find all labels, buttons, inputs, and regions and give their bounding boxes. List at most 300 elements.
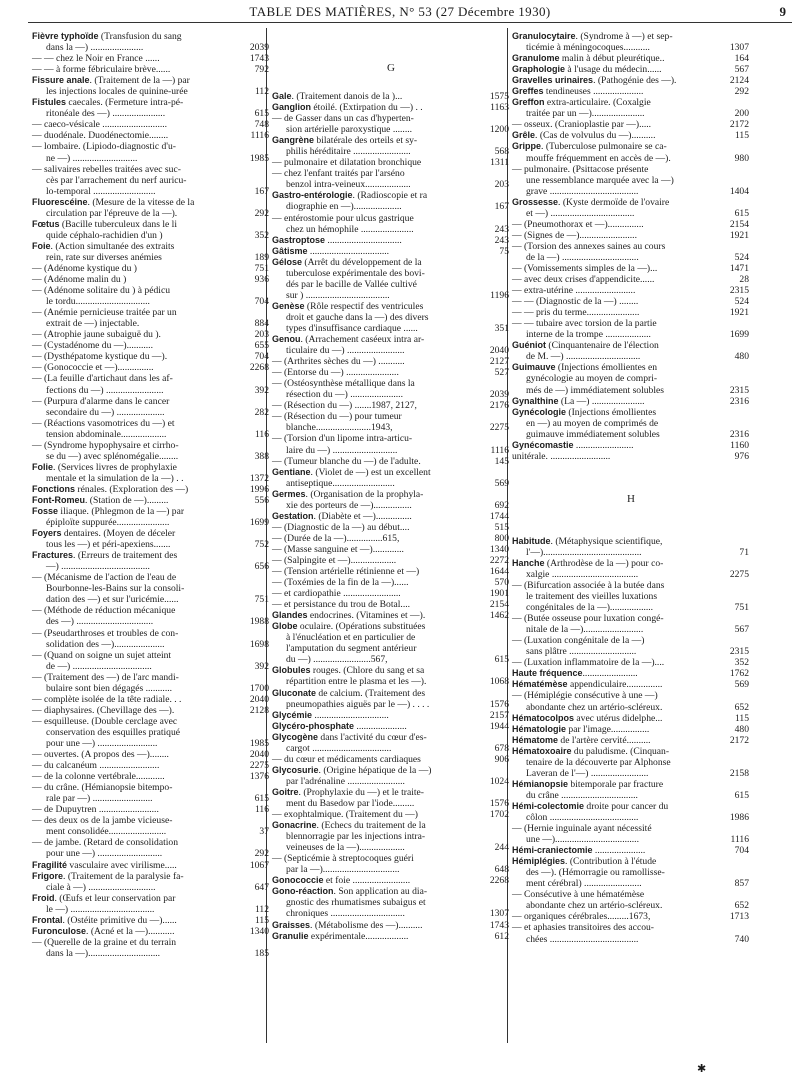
entry-headword: Genou xyxy=(272,334,301,345)
index-entry xyxy=(512,53,750,64)
entry-line xyxy=(272,621,510,632)
index-entry xyxy=(512,340,750,362)
section-letter-heading: H xyxy=(627,492,635,505)
entry-text: chées ..................................... xyxy=(526,933,639,945)
entry-text: — (Torsion d'un lipome intra-articu- xyxy=(272,433,413,445)
entry-line xyxy=(512,569,750,580)
index-entry xyxy=(512,130,750,141)
entry-line xyxy=(32,583,270,594)
entry-text: antiseptique.......................... xyxy=(286,477,395,489)
entry-text: — — à forme fébriculaire brève...... xyxy=(32,64,171,76)
index-entry xyxy=(512,856,750,889)
entry-text: . (Echecs du traitement de la xyxy=(316,820,426,832)
index-entry xyxy=(32,506,270,528)
entry-line xyxy=(512,130,750,141)
entry-text: . (Action simultanée des extraits xyxy=(50,240,175,252)
index-entry xyxy=(512,558,750,580)
entry-line xyxy=(512,208,750,219)
section-spacer xyxy=(272,79,510,91)
entry-headword: Hémi-craniectomie xyxy=(512,845,593,856)
entry-text: — pulmonaire. (Psittacose présente xyxy=(512,163,649,175)
entry-page-ref: 569 xyxy=(494,477,509,489)
entry-headword: Furonculose xyxy=(32,925,87,936)
entry-page-ref: 2172 xyxy=(729,734,749,746)
entry-line xyxy=(272,268,510,279)
entry-line xyxy=(272,732,510,743)
entry-headword: Granulocytaire xyxy=(512,31,576,41)
entry-line xyxy=(512,362,750,373)
entry-page-ref: 2176 xyxy=(489,400,509,412)
entry-headword: Gélose xyxy=(272,256,303,267)
entry-line xyxy=(512,867,750,878)
entry-line xyxy=(32,230,270,241)
entry-text: . (Services livres de prophylaxie xyxy=(53,461,177,473)
entry-line xyxy=(272,411,510,422)
entry-text: ticulaire du —) ........................ xyxy=(286,345,405,357)
index-entry xyxy=(512,296,750,307)
entry-text: veineuses de la —)................... xyxy=(286,842,405,854)
index-entry xyxy=(272,400,510,411)
entry-line xyxy=(32,605,270,616)
entry-line xyxy=(32,396,270,407)
entry-headword: Fœtus xyxy=(32,218,60,229)
index-entry xyxy=(512,823,750,845)
entry-line xyxy=(512,679,750,690)
entry-headword: Guimauve xyxy=(512,362,556,373)
entry-line xyxy=(272,665,510,676)
entry-text: . (Erreurs de traitement des xyxy=(73,550,178,562)
entry-page-ref: 200 xyxy=(734,108,749,120)
entry-text: le traitement des vieilles luxations xyxy=(526,591,658,603)
entry-page-ref: 1024 xyxy=(489,775,509,787)
entry-page-ref: 2315 xyxy=(729,646,749,658)
entry-page-ref: 2039 xyxy=(489,389,509,401)
entry-text: abondante chez un artério-scléreux. xyxy=(526,701,663,713)
entry-page-ref: 2316 xyxy=(729,428,749,440)
entry-text: une ressemblance marquée avec la —) xyxy=(526,174,674,186)
entry-page-ref: 2154 xyxy=(489,599,509,611)
entry-text: — (Septicémie à streptocoques guéri xyxy=(272,853,414,865)
entry-text: — du calcanéum ......................... xyxy=(32,760,160,772)
entry-line xyxy=(512,230,750,241)
entry-line xyxy=(272,201,510,212)
index-entry xyxy=(512,536,750,558)
index-entry xyxy=(512,97,750,119)
entry-text: — chez l'enfant traités par l'arséno xyxy=(272,168,405,180)
entry-text: més de —) immédiatement solubles xyxy=(526,384,665,396)
entry-line xyxy=(512,64,750,75)
entry-line xyxy=(272,378,510,389)
index-entry xyxy=(32,31,270,53)
entry-text: sans plâtre ............................ xyxy=(526,646,637,658)
entry-text: — entérostomie pour ulcus gastrique xyxy=(272,212,414,224)
index-entry xyxy=(512,635,750,657)
entry-headword: Graisses xyxy=(272,919,311,930)
index-entry xyxy=(272,765,510,787)
entry-text: rein, rate sur diverses anémies xyxy=(46,251,162,263)
entry-line xyxy=(32,252,270,263)
index-entry xyxy=(512,779,750,801)
entry-line xyxy=(512,624,750,635)
entry-line xyxy=(272,765,510,776)
entry-line xyxy=(272,500,510,511)
entry-line xyxy=(272,853,510,864)
entry-line xyxy=(512,668,750,679)
index-entry xyxy=(272,875,510,886)
entry-line xyxy=(512,724,750,735)
entry-line xyxy=(512,307,750,318)
entry-line xyxy=(272,113,510,124)
entry-page-ref: 164 xyxy=(734,53,749,65)
entry-page-ref: 1340 xyxy=(249,925,269,937)
entry-line xyxy=(272,787,510,798)
entry-text: — (Bifurcation associée à la butée dans xyxy=(512,580,665,592)
entry-text: — (Vomissements simples de la —)... xyxy=(512,262,658,274)
entry-line xyxy=(512,900,750,911)
entry-text: — (Toxémies de la fin de la —)...... xyxy=(272,577,409,589)
index-entry xyxy=(512,735,750,746)
entry-text: — (Adénome malin du ) xyxy=(32,274,127,286)
entry-line xyxy=(512,702,750,713)
entry-line xyxy=(272,676,510,687)
entry-headword: Gluconate xyxy=(272,687,317,698)
entry-line xyxy=(32,882,270,893)
entry-text: — et cardiopathie ........................ xyxy=(272,588,401,600)
entry-line xyxy=(512,757,750,768)
entry-text: bulaire sont bien dégagés ........... xyxy=(46,682,173,694)
index-entry xyxy=(512,362,750,395)
entry-headword: Gastroptose xyxy=(272,234,326,245)
entry-page-ref: 1575 xyxy=(489,91,509,102)
entry-text: . (Acné et la —)........... xyxy=(86,925,175,937)
entry-line xyxy=(512,779,750,790)
entry-page-ref: 1196 xyxy=(490,289,509,301)
entry-text: philis héréditaire ........................ xyxy=(286,146,411,158)
entry-page-ref: 524 xyxy=(734,296,749,308)
entry-text: droit et gauche dans la —) des divers xyxy=(286,311,429,323)
index-entry xyxy=(32,871,270,893)
index-entry xyxy=(512,219,750,230)
index-entry xyxy=(512,657,750,668)
entry-line xyxy=(272,820,510,831)
entry-page-ref: 556 xyxy=(254,494,269,506)
entry-text: . (Syndrome à —) et sep- xyxy=(575,31,673,42)
entry-text: congénitales de la —).................. xyxy=(526,602,654,614)
entry-page-ref: 704 xyxy=(254,296,269,308)
index-entry xyxy=(32,197,270,219)
index-entry xyxy=(32,893,270,915)
entry-text: xalgie .................................... xyxy=(526,568,639,580)
entry-page-ref: 1921 xyxy=(729,229,749,241)
entry-line xyxy=(512,385,750,396)
entry-line xyxy=(32,815,270,826)
entry-line xyxy=(512,274,750,285)
entry-headword: Gonococcie xyxy=(272,875,324,886)
entry-line xyxy=(512,812,750,823)
section-spacer xyxy=(512,510,750,536)
entry-page-ref: 1702 xyxy=(489,809,509,821)
entry-text: pneumopathies aiguës par le —) . . . . xyxy=(286,698,430,710)
entry-text: rale par —) ......................... xyxy=(46,793,153,805)
entry-page-ref: 185 xyxy=(254,947,269,959)
entry-line xyxy=(272,588,510,599)
index-entry xyxy=(32,550,270,572)
entry-headword: Hématome xyxy=(512,734,559,745)
entry-line xyxy=(272,433,510,444)
entry-line xyxy=(32,473,270,484)
entry-text: droite pour cancer du xyxy=(584,800,669,812)
entry-text: — (La feuille d'artichaut dans les af- xyxy=(32,373,173,385)
entry-line xyxy=(512,263,750,274)
entry-page-ref: 351 xyxy=(494,322,509,334)
entry-text: — extra-utérine ......................... xyxy=(512,285,636,297)
entry-page-ref: 1160 xyxy=(730,439,749,451)
entry-page-ref: 2268 xyxy=(249,362,269,374)
entry-line xyxy=(512,97,750,108)
entry-page-ref: 2157 xyxy=(489,709,509,721)
entry-text: dation des —) et sur l'uricémie...... xyxy=(46,594,179,606)
entry-text: malin à début pleurétique.. xyxy=(559,53,665,65)
entry-line xyxy=(32,628,270,639)
entry-line xyxy=(512,396,750,407)
entry-text: gnostic des rhumatismes subaigus et xyxy=(286,897,426,909)
entry-line xyxy=(512,373,750,384)
entry-line xyxy=(272,886,510,897)
entry-text: — du crâne. (Hémianopsie bitempo- xyxy=(32,782,173,794)
entry-text: — (Réactions vasomotrices du —) et xyxy=(32,417,175,429)
index-entry xyxy=(512,801,750,823)
entry-page-ref: 515 xyxy=(494,521,509,533)
entry-line xyxy=(272,776,510,787)
index-entry xyxy=(272,135,510,157)
index-entry xyxy=(32,362,270,373)
entry-line xyxy=(272,710,510,721)
entry-page-ref: 1762 xyxy=(729,668,749,680)
entry-headword: Frigore xyxy=(32,870,64,881)
entry-page-ref: 1404 xyxy=(729,185,749,197)
entry-line xyxy=(512,75,750,86)
index-entry xyxy=(512,724,750,735)
index-entry xyxy=(272,511,510,522)
entry-text: ..................... xyxy=(354,720,407,732)
entry-text: Laveran de l'—) ........................ xyxy=(526,767,649,779)
entry-line xyxy=(512,141,750,152)
entry-line xyxy=(272,920,510,931)
entry-text: — (Gonococcie et —)............... xyxy=(32,362,154,374)
entry-text: (Injections émollientes xyxy=(566,406,657,418)
entry-page-ref: 1744 xyxy=(489,510,509,522)
entry-line xyxy=(272,875,510,886)
entry-text: interne de la trompe ................... xyxy=(526,329,651,341)
entry-page-ref: 615 xyxy=(734,789,749,801)
entry-headword: Graphologie xyxy=(512,64,566,75)
index-entry xyxy=(272,754,510,765)
entry-text: pour une —) ........................... xyxy=(46,848,163,860)
index-entry xyxy=(272,301,510,334)
entry-headword: Grippe xyxy=(512,141,542,152)
entry-text: (Rôle respectif des ventricules xyxy=(304,300,424,312)
entry-headword: Genèse xyxy=(272,300,305,311)
index-entry xyxy=(272,190,510,212)
entry-text: — de Gasser dans un cas d'hyperten- xyxy=(272,113,414,125)
entry-page-ref: 243 xyxy=(494,223,509,235)
index-entry xyxy=(272,235,510,246)
entry-line xyxy=(272,102,510,113)
entry-text: tension abdominale................... xyxy=(46,428,167,440)
entry-page-ref: 1743 xyxy=(249,53,269,65)
entry-headword: Fièvre typhoïde xyxy=(32,31,99,41)
entry-page-ref: 203 xyxy=(494,179,509,191)
entry-text: circulation par l'épreuve de la —). xyxy=(46,207,178,219)
entry-text: fections du —) ........................ xyxy=(46,384,164,396)
entry-headword: Hémi-colectomie xyxy=(512,800,585,811)
index-entry xyxy=(272,157,510,168)
index-entry xyxy=(32,650,270,672)
entry-text: — (Pneumothorax et —)............... xyxy=(512,218,644,230)
entry-page-ref: 292 xyxy=(254,207,269,219)
entry-text: — (Arthrites sèches du —) ........... xyxy=(272,356,405,368)
entry-page-ref: 704 xyxy=(254,351,269,363)
entry-page-ref: 2128 xyxy=(249,704,269,716)
entry-headword: Hémiplégies xyxy=(512,856,566,867)
entry-line xyxy=(32,141,270,152)
index-entry xyxy=(512,668,750,679)
entry-text: le tordu............................... xyxy=(46,296,150,308)
index-entry xyxy=(32,329,270,340)
entry-headword: Hématocolpos xyxy=(512,712,575,723)
entry-text: extrait de —) injectable. xyxy=(46,318,140,330)
entry-page-ref: 704 xyxy=(734,845,749,857)
entry-page-ref: 656 xyxy=(254,561,269,573)
entry-text: sur ) ................................... xyxy=(286,289,390,301)
entry-text: — (Diagnostic de la —) au début.... xyxy=(272,521,410,533)
entry-text: diographie en —).................... xyxy=(286,201,402,213)
entry-line xyxy=(32,373,270,384)
entry-text: — (Traitement des —) de l'arc mandi- xyxy=(32,671,179,683)
entry-headword: Gynécologie xyxy=(512,406,567,417)
entry-line xyxy=(32,340,270,351)
index-entry xyxy=(272,732,510,754)
index-entry xyxy=(272,920,510,931)
entry-text: — Consécutive à une hématémèse xyxy=(512,889,645,901)
entry-page-ref: 2158 xyxy=(729,767,749,779)
index-entry xyxy=(32,97,270,119)
entry-line xyxy=(32,550,270,561)
entry-page-ref: 1116 xyxy=(730,834,749,846)
index-entry xyxy=(512,75,750,86)
index-entry xyxy=(32,915,270,926)
index-entry xyxy=(272,91,510,102)
entry-page-ref: 976 xyxy=(734,450,749,462)
entry-text: — (Tension artérielle rétinienne et —) xyxy=(272,566,420,578)
entry-page-ref: 1311 xyxy=(490,157,509,169)
index-entry xyxy=(512,307,750,318)
entry-text: iliaque. (Phlegmon de la —) par xyxy=(58,506,185,518)
entry-line xyxy=(32,705,270,716)
entry-text: — de Dupuytren ......................... xyxy=(32,804,159,816)
entry-text: . (Ostéite primitive du —)...... xyxy=(62,914,177,926)
entry-headword: Glycosurie xyxy=(272,764,319,775)
entry-line xyxy=(512,108,750,119)
entry-text: résection du —) ...................... xyxy=(286,389,403,401)
entry-line xyxy=(272,367,510,378)
index-entry xyxy=(512,86,750,97)
entry-line xyxy=(272,577,510,588)
index-entry xyxy=(32,484,270,495)
entry-text: secondaire du —) .................... xyxy=(46,406,165,418)
index-entry xyxy=(272,688,510,710)
entry-page-ref: 648 xyxy=(494,864,509,876)
entry-line xyxy=(32,650,270,661)
entry-headword: Germes xyxy=(272,488,306,499)
entry-headword: Hémianopsie xyxy=(512,778,569,789)
entry-headword: Frontal xyxy=(32,914,63,925)
entry-line xyxy=(272,522,510,533)
entry-page-ref: 1462 xyxy=(489,610,509,622)
entry-text: — (Atrophie jaune subaiguë du ). xyxy=(32,329,161,341)
entry-headword: Hématémèse xyxy=(512,679,568,690)
entry-text: épiploïte suppurée...................... xyxy=(46,517,170,529)
entry-page-ref: 1067 xyxy=(249,859,269,871)
entry-line xyxy=(32,837,270,848)
index-entry xyxy=(272,102,510,113)
entry-text: — (Torsion des annexes saines au cours xyxy=(512,240,666,252)
index-entry xyxy=(32,771,270,782)
entry-text: — (Hernie inguinale ayant nécessité xyxy=(512,823,652,835)
index-column-right xyxy=(512,31,750,1077)
entry-line xyxy=(272,179,510,190)
entry-line xyxy=(32,672,270,683)
index-entry xyxy=(512,396,750,407)
entry-line xyxy=(272,478,510,489)
index-entry xyxy=(272,467,510,489)
entry-text: lo-temporal .......................... xyxy=(46,185,156,197)
entry-line xyxy=(272,688,510,699)
entry-page-ref: 2040 xyxy=(249,693,269,705)
index-entry xyxy=(32,605,270,627)
index-entry xyxy=(32,119,270,130)
entry-text: (La —) ...................... xyxy=(558,395,645,407)
index-entry xyxy=(32,75,270,97)
index-entry xyxy=(32,528,270,550)
entry-page-ref: 392 xyxy=(254,660,269,672)
entry-line xyxy=(512,31,750,42)
entry-line xyxy=(272,654,510,665)
entry-page-ref: 2272 xyxy=(489,554,509,566)
entry-page-ref: 980 xyxy=(734,152,749,164)
entry-text: — — pris du terme...................... xyxy=(512,307,640,319)
entry-line xyxy=(272,908,510,919)
entry-page-ref: 292 xyxy=(734,86,749,98)
entry-text: rénales. (Exploration des —) xyxy=(75,483,189,495)
entry-page-ref: 480 xyxy=(734,723,749,735)
index-entry xyxy=(512,679,750,690)
entry-page-ref: 568 xyxy=(494,146,509,158)
entry-headword: Fonctions xyxy=(32,483,75,494)
entry-page-ref: 112 xyxy=(254,903,269,915)
entry-text: des —) ................................ xyxy=(46,616,154,628)
entry-headword: Gynalthine xyxy=(512,395,559,406)
entry-text: tous les —) et péri-apexiens....... xyxy=(46,539,171,551)
entry-line xyxy=(272,190,510,201)
entry-headword: Gale xyxy=(272,91,292,101)
entry-text: pour une —) ......................... xyxy=(46,738,158,749)
entry-line xyxy=(512,440,750,451)
entry-text: de la —) ................................ xyxy=(526,251,639,263)
entry-text: —) ..................................... xyxy=(46,561,150,573)
entry-text: quide céphalo-rachidien d'un ) xyxy=(46,229,163,241)
entry-line xyxy=(32,53,270,64)
